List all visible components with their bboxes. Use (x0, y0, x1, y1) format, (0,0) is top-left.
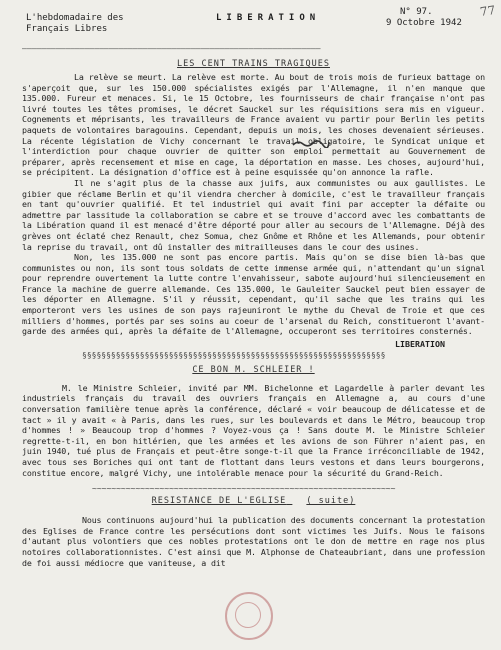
publisher-line-1: L'hebdomadaire des (26, 13, 124, 23)
issue-info (386, 7, 462, 29)
article-paragraph: Non, les 135.000 ne sont pas encore partis. Mais qu'on se dise bien là-bas que communistes ou non, ils sont tous soldats de cette immense armée qui, n'attendant qu'un signal pour reprendre ouvertement la lutte contre l'envahisseur, sabote aujourd'hui silencieusement en France la machine de guerre allemande. Ces 135.000, le Gauleiter Sauckel peut bien essayer de les déporter en Allemagne. S'il y réussit, cependant, qu'il sache que les trains qui les emporteront vers les usines de son pays rajeuniront le mythe du Cheval de Troie et que ces milliers d'hommes, portés par ses soins au coeur de l'arsenal du Reich, constitueront l'avant-garde des armées qui, après la défaite de l'Allemagne, occuperont ses territoires consternés. (22, 252, 485, 337)
issue-date: 9 Octobre 1942 (386, 18, 462, 28)
top-divider: —————————————————————————————————————————————————————————————— (22, 45, 321, 53)
wave-divider: ~~~~~~~~~~~~~~~~~~~~~~~~~~~~~~~~~~~~~~~~~~~~~~~~~~~~~~~~~~~~~~~ (92, 485, 396, 494)
issue-number: N° 97. (400, 7, 433, 17)
publisher-line (26, 13, 124, 35)
section-divider: §§§§§§§§§§§§§§§§§§§§§§§§§§§§§§§§§§§§§§§§§§§§§§§§§§§§§§§§§§§§§§§ (82, 351, 386, 360)
article-paragraph: La relève se meurt. La relève est morte. Au bout de trois mois de furieux battage on s'aperçoit que, sur les 150.000 spécialistes exigés par l'Allemagne, il n'en manque que 135.000. Fureur et menaces. Si, le 15 Octobre, les fournisseurs de chair française n'ont pas livré toutes les têtes promises, le décret Sauckel sur les réquisitions sera mis en vigueur. Cognements et méprisants, les travailleurs de France avaient vu partir pour Berlin les petits paquets de volontaires baragouins. Cependant, depuis un mois, les choses devenaient sérieuses. La récente législation de Vichy concernant le travail obligatoire, le Syndicat unique et l'interdiction pour chaque ouvrier de quitter son emploi permettait au Gouvernement de préparer, après recensement et mise en cage, la déportation en masse. Les choses, aujourd'hui, se précipitent. La désignation d'office est à peine esquissée qu'on annonce la rafle. (22, 72, 485, 178)
handwritten-page-number: 77 (478, 3, 496, 19)
article-paragraph: M. le Ministre Schleier, invité par MM. Bichelonne et Lagardelle à parler devant les industriels français du travail des ouvriers français en Allemagne a, au cours d'une conversation familière tenue après la conférence, déclaré « voir beaucoup de délicatesse et de tact » il y avait « à Paris, dans les rues, sur les boulevards et dans le Métro, beaucoup trop d'hommes ! » Beaucoup trop d'hommes ? Voyez-vous ça ! Sans doute M. le Ministre Schleier regrette-t-il, en bon hitlérien, que les armées et les avions de son Führer n'aient pas, en juin 1940, tué plus de Français et peut-être songe-t-il que la France irréconciliable de 1942, avec tous ses Boriches qui ont tant de flottant dans leurs vestons et dans leurs bourgerons, constitue encore, malgré Vichy, une intolérable menace pour la sécurité du Grand-Reich. (22, 382, 485, 478)
article-resistance-eglise (22, 496, 485, 568)
article-paragraph: Il ne s'agit plus de la chasse aux juifs, aux communistes ou aux gaullistes. Le gibier que réclame Berlin et qu'il viendra chercher à domicile, c'est le travailleur français en tant qu'ouvrier qualifié. Et tel industriel qui avait fini par accepter la défaite ou admettre par lassitude la collaboration se cabre et se trouve d'accord avec les combattants de la Libération quand il est menacé d'être déporté pour aller au secours de l'Allemagne. Déjà des grèves ont éclaté chez Renault, chez Somua, chez Gnôme et Rhône et les Allemands, pour obtenir la reprise du travail, ont dû installer des mitrailleuses dans le cour des usines. (22, 177, 485, 252)
article-title: LES CENT TRAINS TRAGIQUES (177, 59, 330, 69)
article-title (22, 496, 485, 507)
article-schleier (22, 365, 485, 478)
masthead (22, 7, 485, 45)
article-cent-trains (22, 59, 485, 350)
article-title-text: RESISTANCE DE L'EGLISE (151, 496, 287, 507)
article-paragraph: Nous continuons aujourd'hui la publication des documents concernant la protestation des Eglises de France contre les persécutions dont sont victimes les Juifs. Nous le faisons d'autant plus volontiers que ces nobles protestations ont le don de mettre en rage nos plus notoires collaborationnistes. C'est ainsi que M. Alphonse de Chateaubriant, dans une profession de foi aussi médiocre que vaniteuse, a dit (22, 515, 485, 568)
article-title-suffix: ( suite) (306, 496, 356, 507)
handwritten-correction (292, 139, 330, 148)
library-stamp (225, 592, 273, 640)
newspaper-title: LIBERATION (216, 13, 321, 23)
publisher-line-2: Français Libres (26, 24, 108, 34)
article-signature: LIBERATION (395, 338, 445, 349)
article-title: CE BON M. SCHLEIER ! (192, 364, 315, 375)
